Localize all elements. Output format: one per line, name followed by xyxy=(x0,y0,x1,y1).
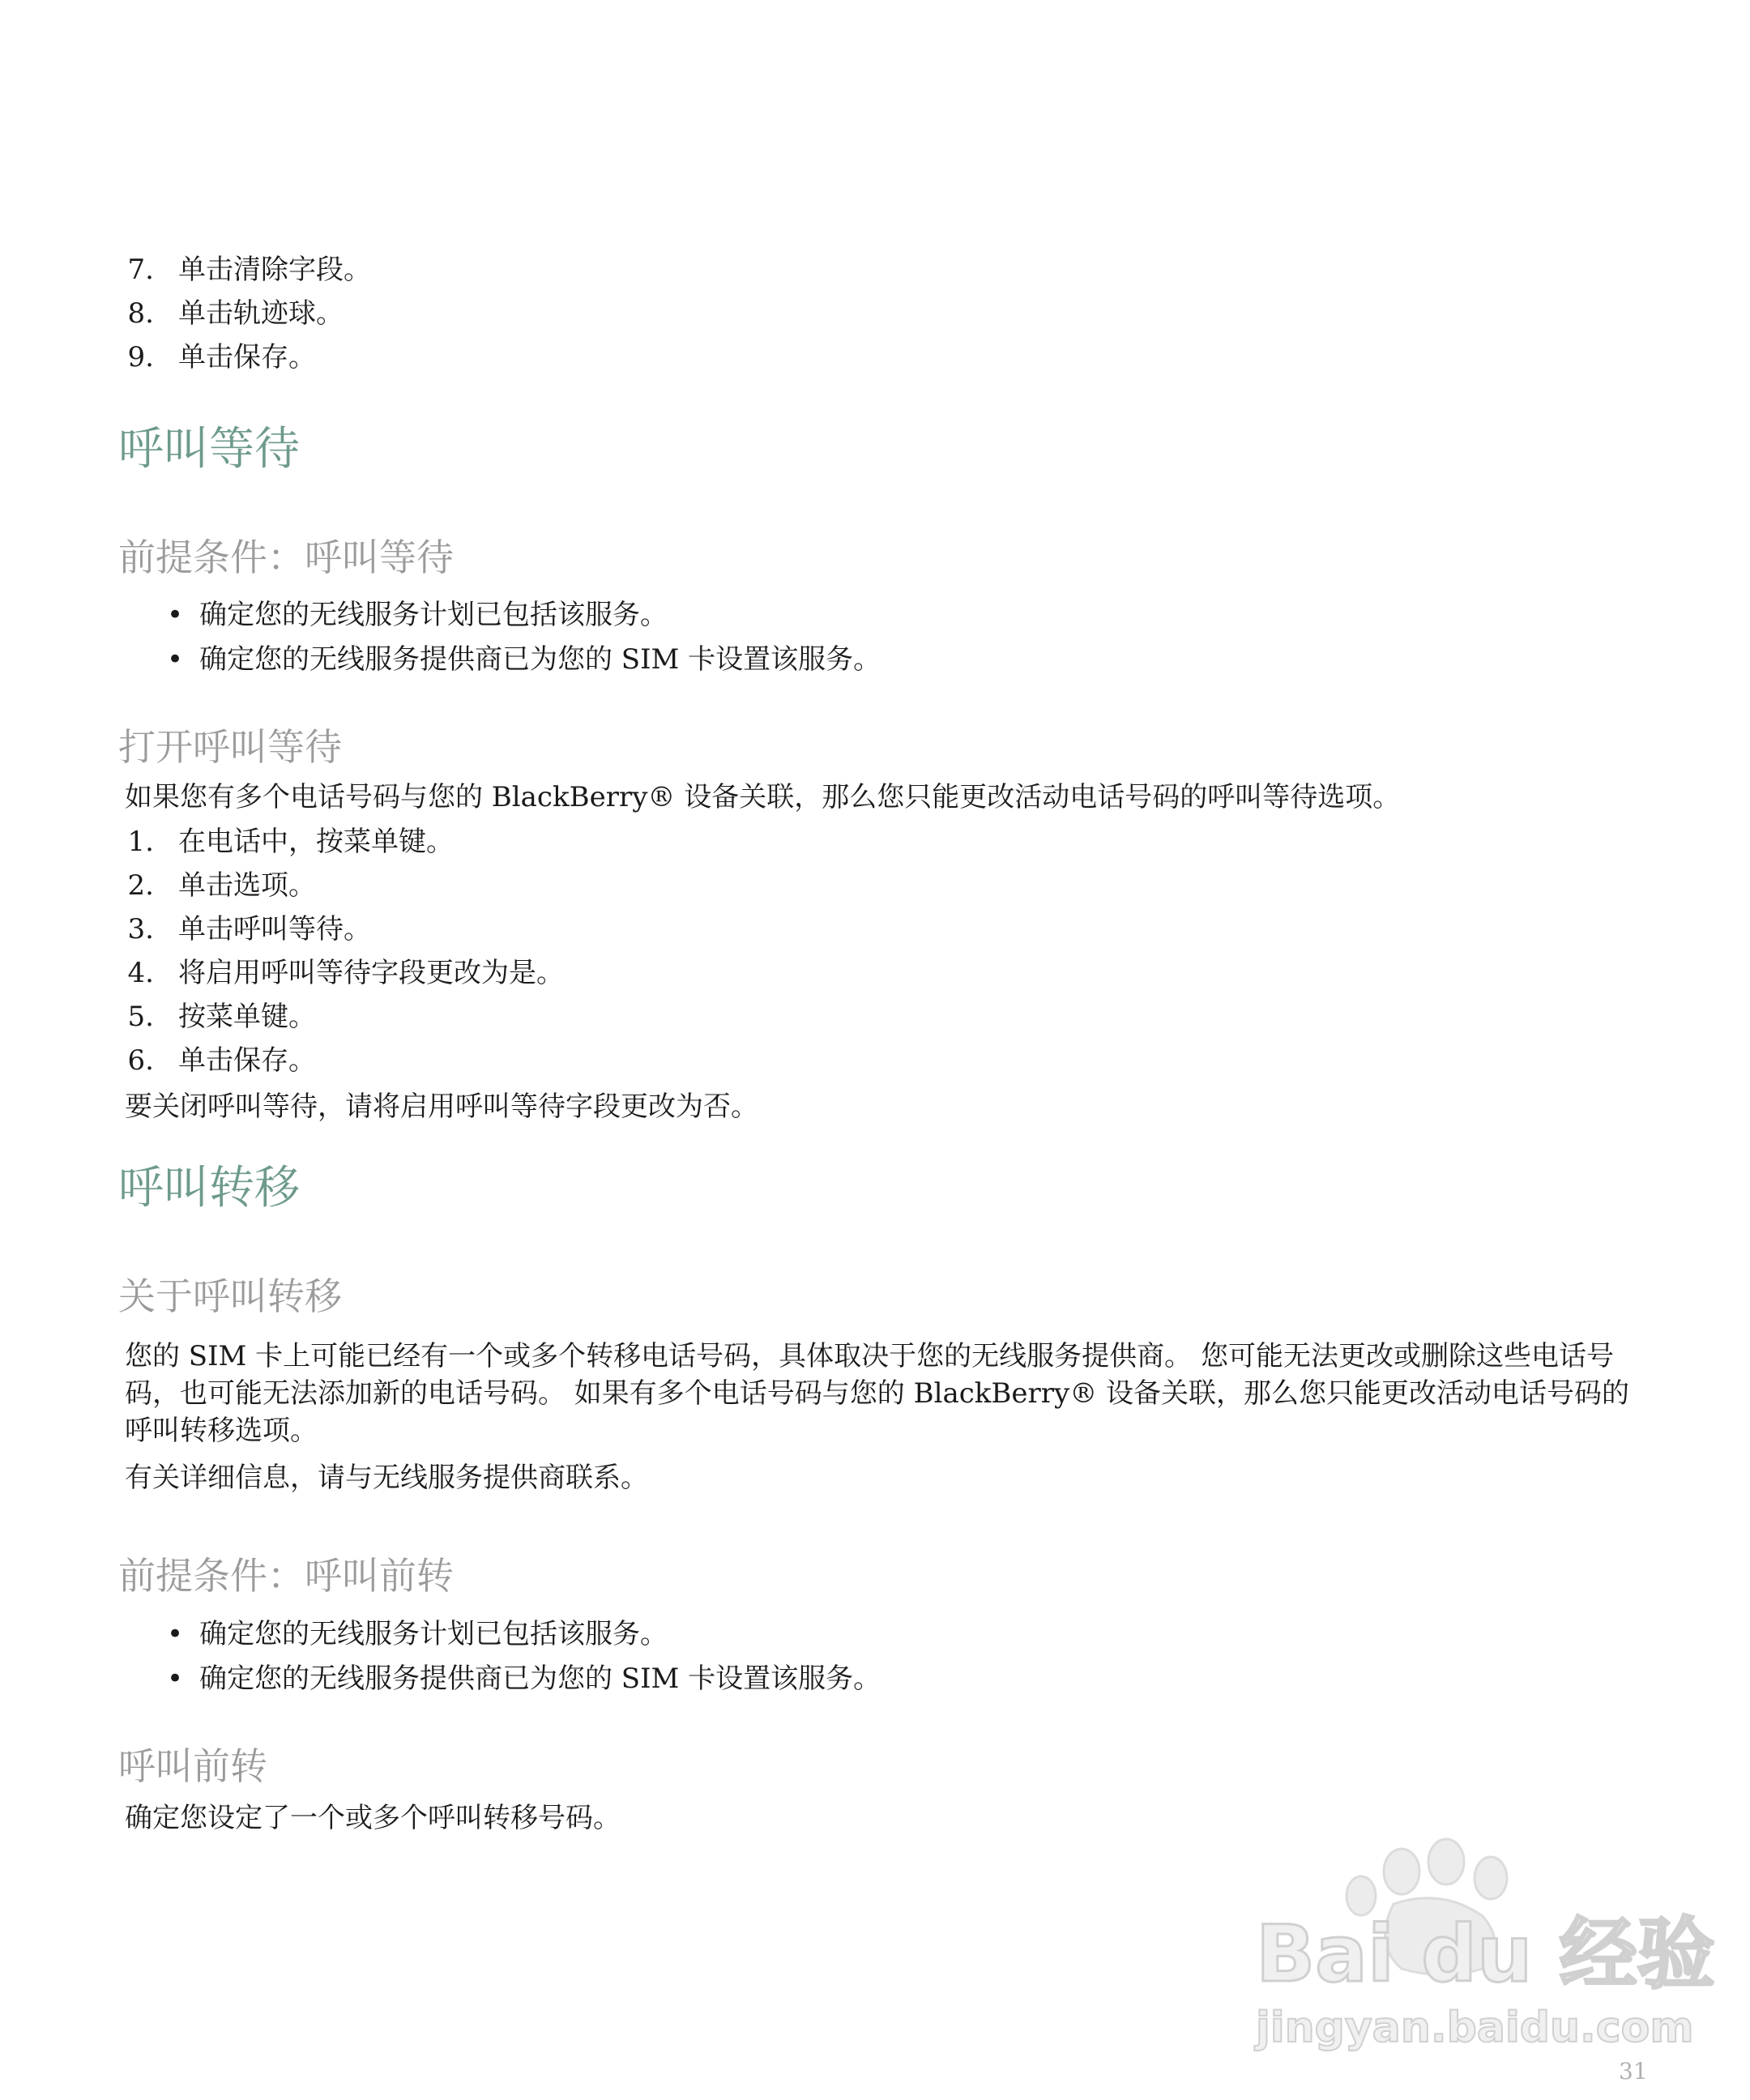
step-2: 2. 单击选项。 xyxy=(127,869,316,902)
bullet-icon: • xyxy=(167,643,184,676)
baidu-watermark xyxy=(1240,1839,1715,2058)
step-4: 4. 将启用呼叫等待字段更改为是。 xyxy=(127,957,564,989)
step-8: 8. 单击轨迹球。 xyxy=(127,297,344,330)
bullet-item: • 确定您的无线服务提供商已为您的 SIM 卡设置该服务。 xyxy=(167,1657,881,1701)
bullet-icon: • xyxy=(167,1662,184,1695)
paragraph-disable-note: 要关闭呼叫等待，请将启用呼叫等待字段更改为否。 xyxy=(125,1091,758,1123)
subsection-title-enable-waiting: 打开呼叫等待 xyxy=(118,725,342,769)
page-number: 31 xyxy=(1619,2058,1648,2085)
subsection-title-forward: 呼叫前转 xyxy=(118,1744,267,1788)
step-7: 7. 单击清除字段。 xyxy=(127,254,371,286)
bullet-item: • 确定您的无线服务计划已包括该服务。 xyxy=(167,1612,668,1656)
baidu-paw-logo-icon xyxy=(1240,1839,1715,2058)
step-3: 3. 单击呼叫等待。 xyxy=(127,913,371,945)
watermark-url: jingyan.baidu.com xyxy=(1256,2004,1694,2052)
step-9: 9. 单击保存。 xyxy=(127,341,316,373)
subsection-title-about-forwarding: 关于呼叫转移 xyxy=(118,1274,342,1318)
subsection-title-prereq-forwarding: 前提条件：呼叫前转 xyxy=(118,1554,454,1598)
step-1: 1. 在电话中，按菜单键。 xyxy=(127,826,454,858)
bullet-icon: • xyxy=(167,599,184,631)
paragraph-enable-intro: 如果您有多个电话号码与您的 BlackBerry® 设备关联，那么您只能更改活动电话号码的呼叫等待选项。 xyxy=(125,781,1401,813)
paragraph-forward: 确定您设定了一个或多个呼叫转移号码。 xyxy=(125,1802,621,1834)
step-5: 5. 按菜单键。 xyxy=(127,1001,316,1033)
paragraph-about-forwarding: 您的 SIM 卡上可能已经有一个或多个转移电话号码，具体取决于您的无线服务提供商。 您可能无法更改或删除这些电话号码，也可能无法添加新的电话号码。 如果有多个电话号码与您的 BlackBerry® 设备关联，那么您只能更改活动电话号码的呼叫转移选项。 xyxy=(125,1340,1630,1447)
step-6: 6. 单击保存。 xyxy=(127,1044,316,1077)
bullet-item: • 确定您的无线服务提供商已为您的 SIM 卡设置该服务。 xyxy=(167,638,881,681)
section-title-call-forwarding: 呼叫转移 xyxy=(118,1162,300,1214)
subsection-title-prereq-waiting: 前提条件：呼叫等待 xyxy=(118,536,454,579)
watermark-brand: Bai du 经验 xyxy=(1256,1909,1715,2000)
section-title-call-waiting: 呼叫等待 xyxy=(118,423,300,476)
bullet-item: • 确定您的无线服务计划已包括该服务。 xyxy=(167,593,668,637)
bullet-icon: • xyxy=(167,1618,184,1650)
paragraph-contact: 有关详细信息，请与无线服务提供商联系。 xyxy=(125,1462,648,1494)
